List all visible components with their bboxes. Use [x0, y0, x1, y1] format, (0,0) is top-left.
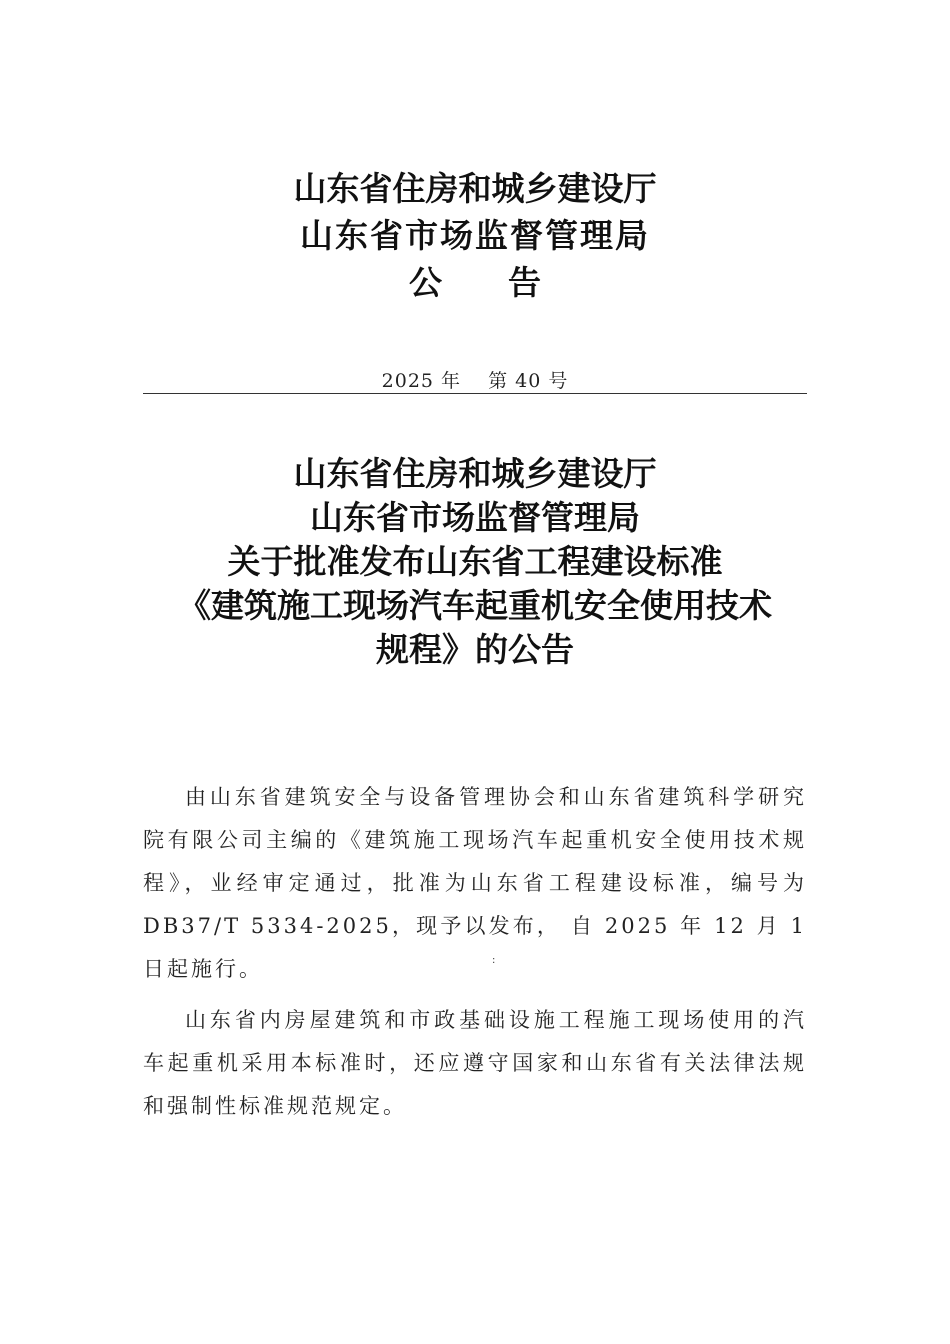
body-paragraph-2: 山东省内房屋建筑和市政基础设施工程施工现场使用的汽车起重机采用本标准时，还应遵守国家和山东省有关法律法规和强制性标准规范规定。 [143, 1008, 807, 1118]
header-divider [143, 393, 807, 394]
title-line-3: 关于批准发布山东省工程建设标准 [227, 542, 723, 581]
notice-label: 公 告 [409, 263, 541, 302]
title-line-1: 山东省住房和城乡建设厅 [293, 454, 657, 493]
document-body [143, 776, 807, 1128]
issuer-header [0, 165, 950, 306]
title-line-2: 山东省市场监督管理局 [310, 498, 640, 537]
document-title [0, 452, 950, 672]
title-line-5: 规程》的公告 [376, 630, 574, 669]
stray-mark: : [492, 955, 496, 966]
body-paragraph-1: 由山东省建筑安全与设备管理协会和山东省建筑科学研究院有限公司主编的《建筑施工现场汽车起重机安全使用技术规程》，业经审定通过，批准为山东省工程建设标准，编号为 DB37/T 5334-2025，现予以发布， 自 2025 年 12 月 1日起施行。 [143, 785, 807, 981]
document-number: 2025 年 第 40 号 [381, 370, 569, 392]
issuer-line-market-regulation: 山东省市场监督管理局 [300, 216, 650, 255]
title-line-4: 《建筑施工现场汽车起重机安全使用技术 [178, 586, 772, 625]
issuer-line-housing-department: 山东省住房和城乡建设厅 [293, 169, 657, 208]
